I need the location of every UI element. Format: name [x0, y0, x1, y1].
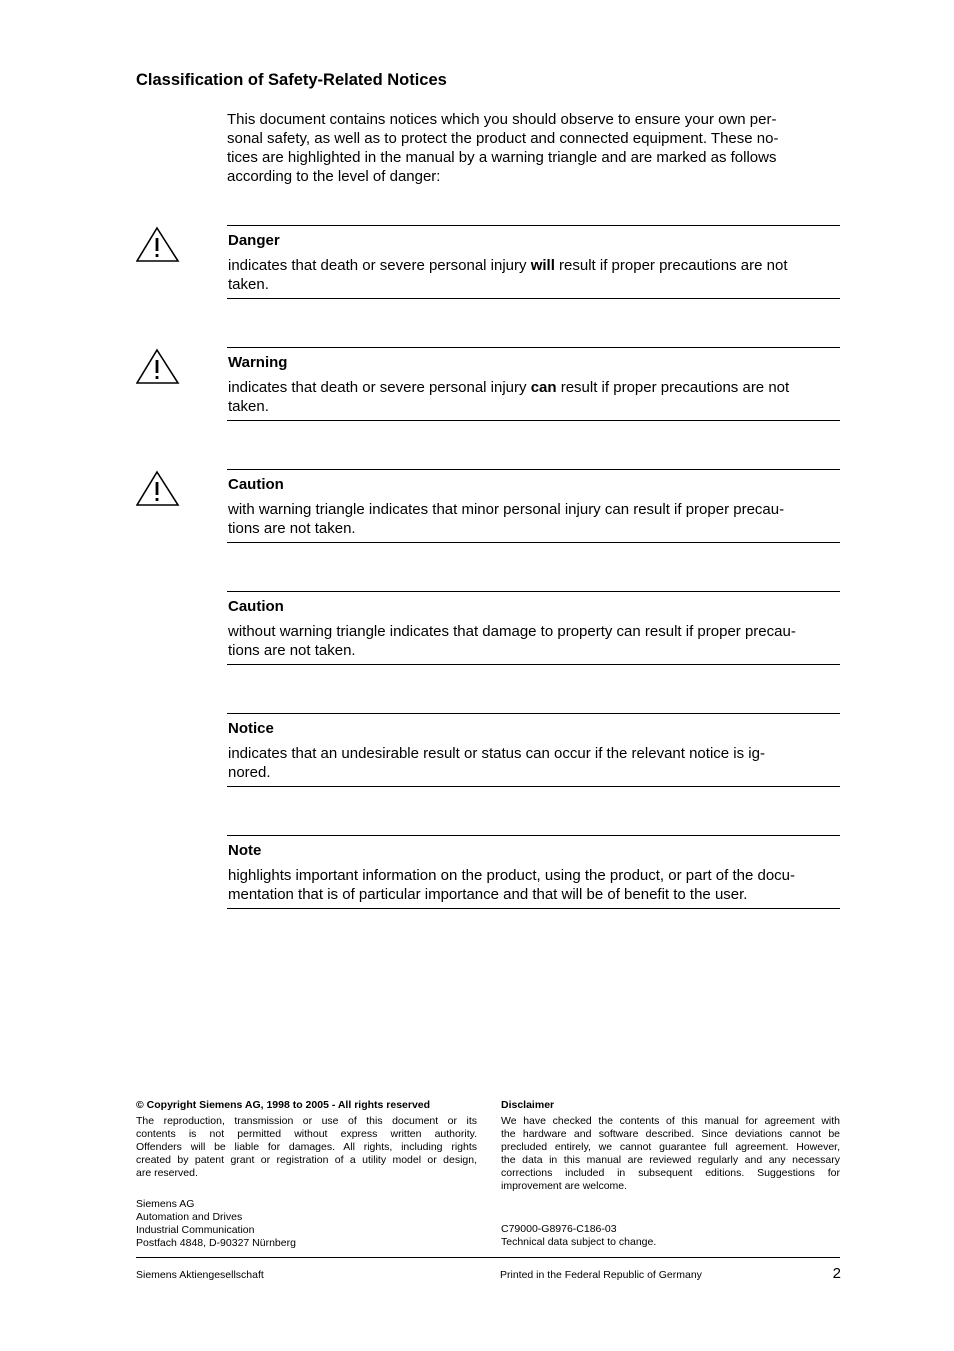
notice-title: Caution: [228, 476, 284, 493]
notice-title: Danger: [228, 232, 280, 249]
warning-triangle-icon: [136, 348, 180, 384]
order-block: [501, 1223, 840, 1249]
notice-caution-triangle: [227, 469, 840, 543]
notice-text: highlights important information on the product, using the product, or part of the docu- mentation that is of particular importance and that will be of benefit to the user.: [228, 867, 795, 903]
order-number: C79000-G8976-C186-03: [501, 1223, 617, 1235]
notice-danger: [227, 225, 840, 299]
notice-title: Caution: [228, 598, 284, 615]
notice-text: without warning triangle indicates that damage to property can result if proper precau- tions are not taken.: [228, 623, 796, 659]
notice-title: Note: [228, 842, 262, 859]
copyright-text: The reproduction, transmission or use of this document or its contents is not permitted without express written authority. Offenders will be liable for damages. All rights, including rights created by patent grant or registration of a utility model or design, are reserved.: [136, 1115, 477, 1179]
notice-warning: [227, 347, 840, 421]
notice-text: with warning triangle indicates that minor personal injury can result if proper precau- tions are not taken.: [228, 501, 785, 537]
page-number: 2: [832, 1265, 841, 1282]
notice-caution: [227, 591, 840, 665]
intro-line: sonal safety, as well as to protect the product and connected equipment. These no-: [227, 130, 779, 147]
warning-triangle-icon: [136, 470, 180, 506]
intro-line: according to the level of danger:: [227, 168, 441, 185]
copyright-block: [136, 1099, 477, 1180]
disclaimer-title: Disclaimer: [501, 1099, 555, 1111]
notice-note: [227, 835, 840, 909]
copyright-title: © Copyright Siemens AG, 1998 to 2005 - All rights reserved: [136, 1099, 431, 1111]
address-block: Siemens AG Automation and Drives Industrial Communication Postfach 4848, D-90327 Nürnberg: [136, 1198, 296, 1249]
disclaimer-block: [501, 1099, 840, 1193]
notice-title: Warning: [228, 354, 288, 371]
intro-line: This document contains notices which you should observe to ensure your own per-: [227, 111, 777, 128]
intro-line: tices are highlighted in the manual by a warning triangle and are marked as follows: [227, 149, 777, 166]
notice-text: indicates that death or severe personal injury will result if proper precautions are not taken.: [228, 257, 788, 293]
notice-title: Notice: [228, 720, 274, 737]
technical-note: Technical data subject to change.: [501, 1236, 657, 1248]
page-heading: Classification of Safety-Related Notices: [136, 71, 447, 89]
warning-triangle-icon: [136, 226, 180, 262]
footer-rule: [136, 1257, 840, 1258]
printed-note: Printed in the Federal Republic of Germany: [500, 1269, 702, 1281]
notice-text: indicates that death or severe personal injury can result if proper precautions are not taken.: [228, 379, 790, 415]
notice-text: indicates that an undesirable result or status can occur if the relevant notice is ig- nored.: [228, 745, 765, 781]
company-name: Siemens Aktiengesellschaft: [136, 1269, 264, 1281]
disclaimer-text: We have checked the contents of this manual for agreement with the hardware and software described. Since deviations cannot be precluded entirely, we cannot guarantee full agreement. However, the data in this manual are reviewed regularly and any necessary corrections included in subsequent editions. Suggestions for improvement are welcome.: [501, 1115, 840, 1192]
notice-notice: [227, 713, 840, 787]
intro-paragraph: [227, 110, 827, 186]
